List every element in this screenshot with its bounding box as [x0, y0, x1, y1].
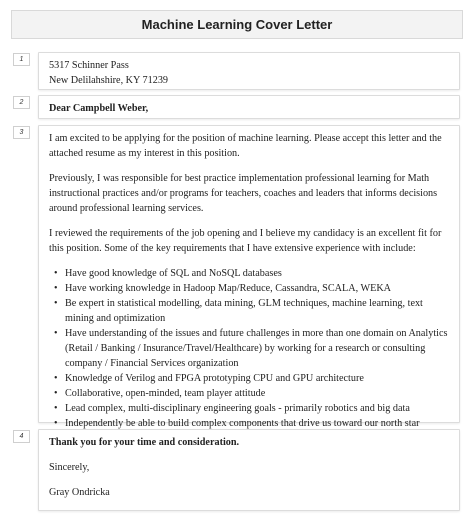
section-number: 3: [13, 126, 30, 139]
body-paragraph: I reviewed the requirements of the job opening and I believe my candidacy is an excellent fit for this position. Some of the key requirements that I have extensive experience with include:: [49, 228, 442, 254]
closing-card[interactable]: [38, 429, 460, 511]
list-item: • Knowledge of Verilog and FPGA prototyping CPU and GPU architecture: [49, 371, 449, 386]
list-item: • Collaborative, open-minded, team player attitude: [49, 386, 449, 401]
document-title: Machine Learning Cover Letter: [141, 17, 333, 32]
list-item: • Have good knowledge of SQL and NoSQL databases: [49, 266, 449, 281]
signature-text: Gray Ondricka: [49, 487, 110, 498]
body-card[interactable]: [38, 125, 460, 429]
document-title-bar: [11, 10, 463, 39]
list-item: • Have understanding of the issues and future challenges in more than one domain on Analytics (Retail / Banking / Insurance/Travel/Healthcare) by working for a research or consulting company / Financial Services organization: [49, 326, 449, 371]
thanks-text: Thank you for your time and consideration.: [49, 437, 240, 448]
requirements-list: [49, 266, 449, 431]
body-paragraph: I am excited to be applying for the position of machine learning. Please accept this letter and the attached resume as my interest in this position.: [49, 133, 442, 159]
salutation-card[interactable]: [38, 95, 460, 119]
address-card[interactable]: [38, 52, 460, 90]
body-paragraph: Previously, I was responsible for best practice implementation professional learning for Math instructional practices and/or programs for teachers, coaches and leaders that informs decisions around professional learning services.: [49, 173, 438, 214]
list-item: • Have working knowledge in Hadoop Map/Reduce, Cassandra, SCALA, WEKA: [49, 281, 449, 296]
address-line-2: New Delilahshire, KY 71239: [49, 75, 169, 86]
list-item: • Independently be able to build complex components that drive us toward our north star: [49, 416, 449, 431]
address-line-1: 5317 Schinner Pass: [49, 60, 129, 71]
list-item: • Lead complex, multi-disciplinary engineering goals - primarily robotics and big data: [49, 401, 449, 416]
closing-text: Sincerely,: [49, 462, 90, 473]
section-number: 1: [13, 53, 30, 66]
list-item: • Be expert in statistical modelling, data mining, GLM techniques, machine learning, text mining and optimization: [49, 296, 449, 326]
salutation-text: Dear Campbell Weber,: [49, 103, 149, 114]
section-number: 2: [13, 96, 30, 109]
section-number: 4: [13, 430, 30, 443]
